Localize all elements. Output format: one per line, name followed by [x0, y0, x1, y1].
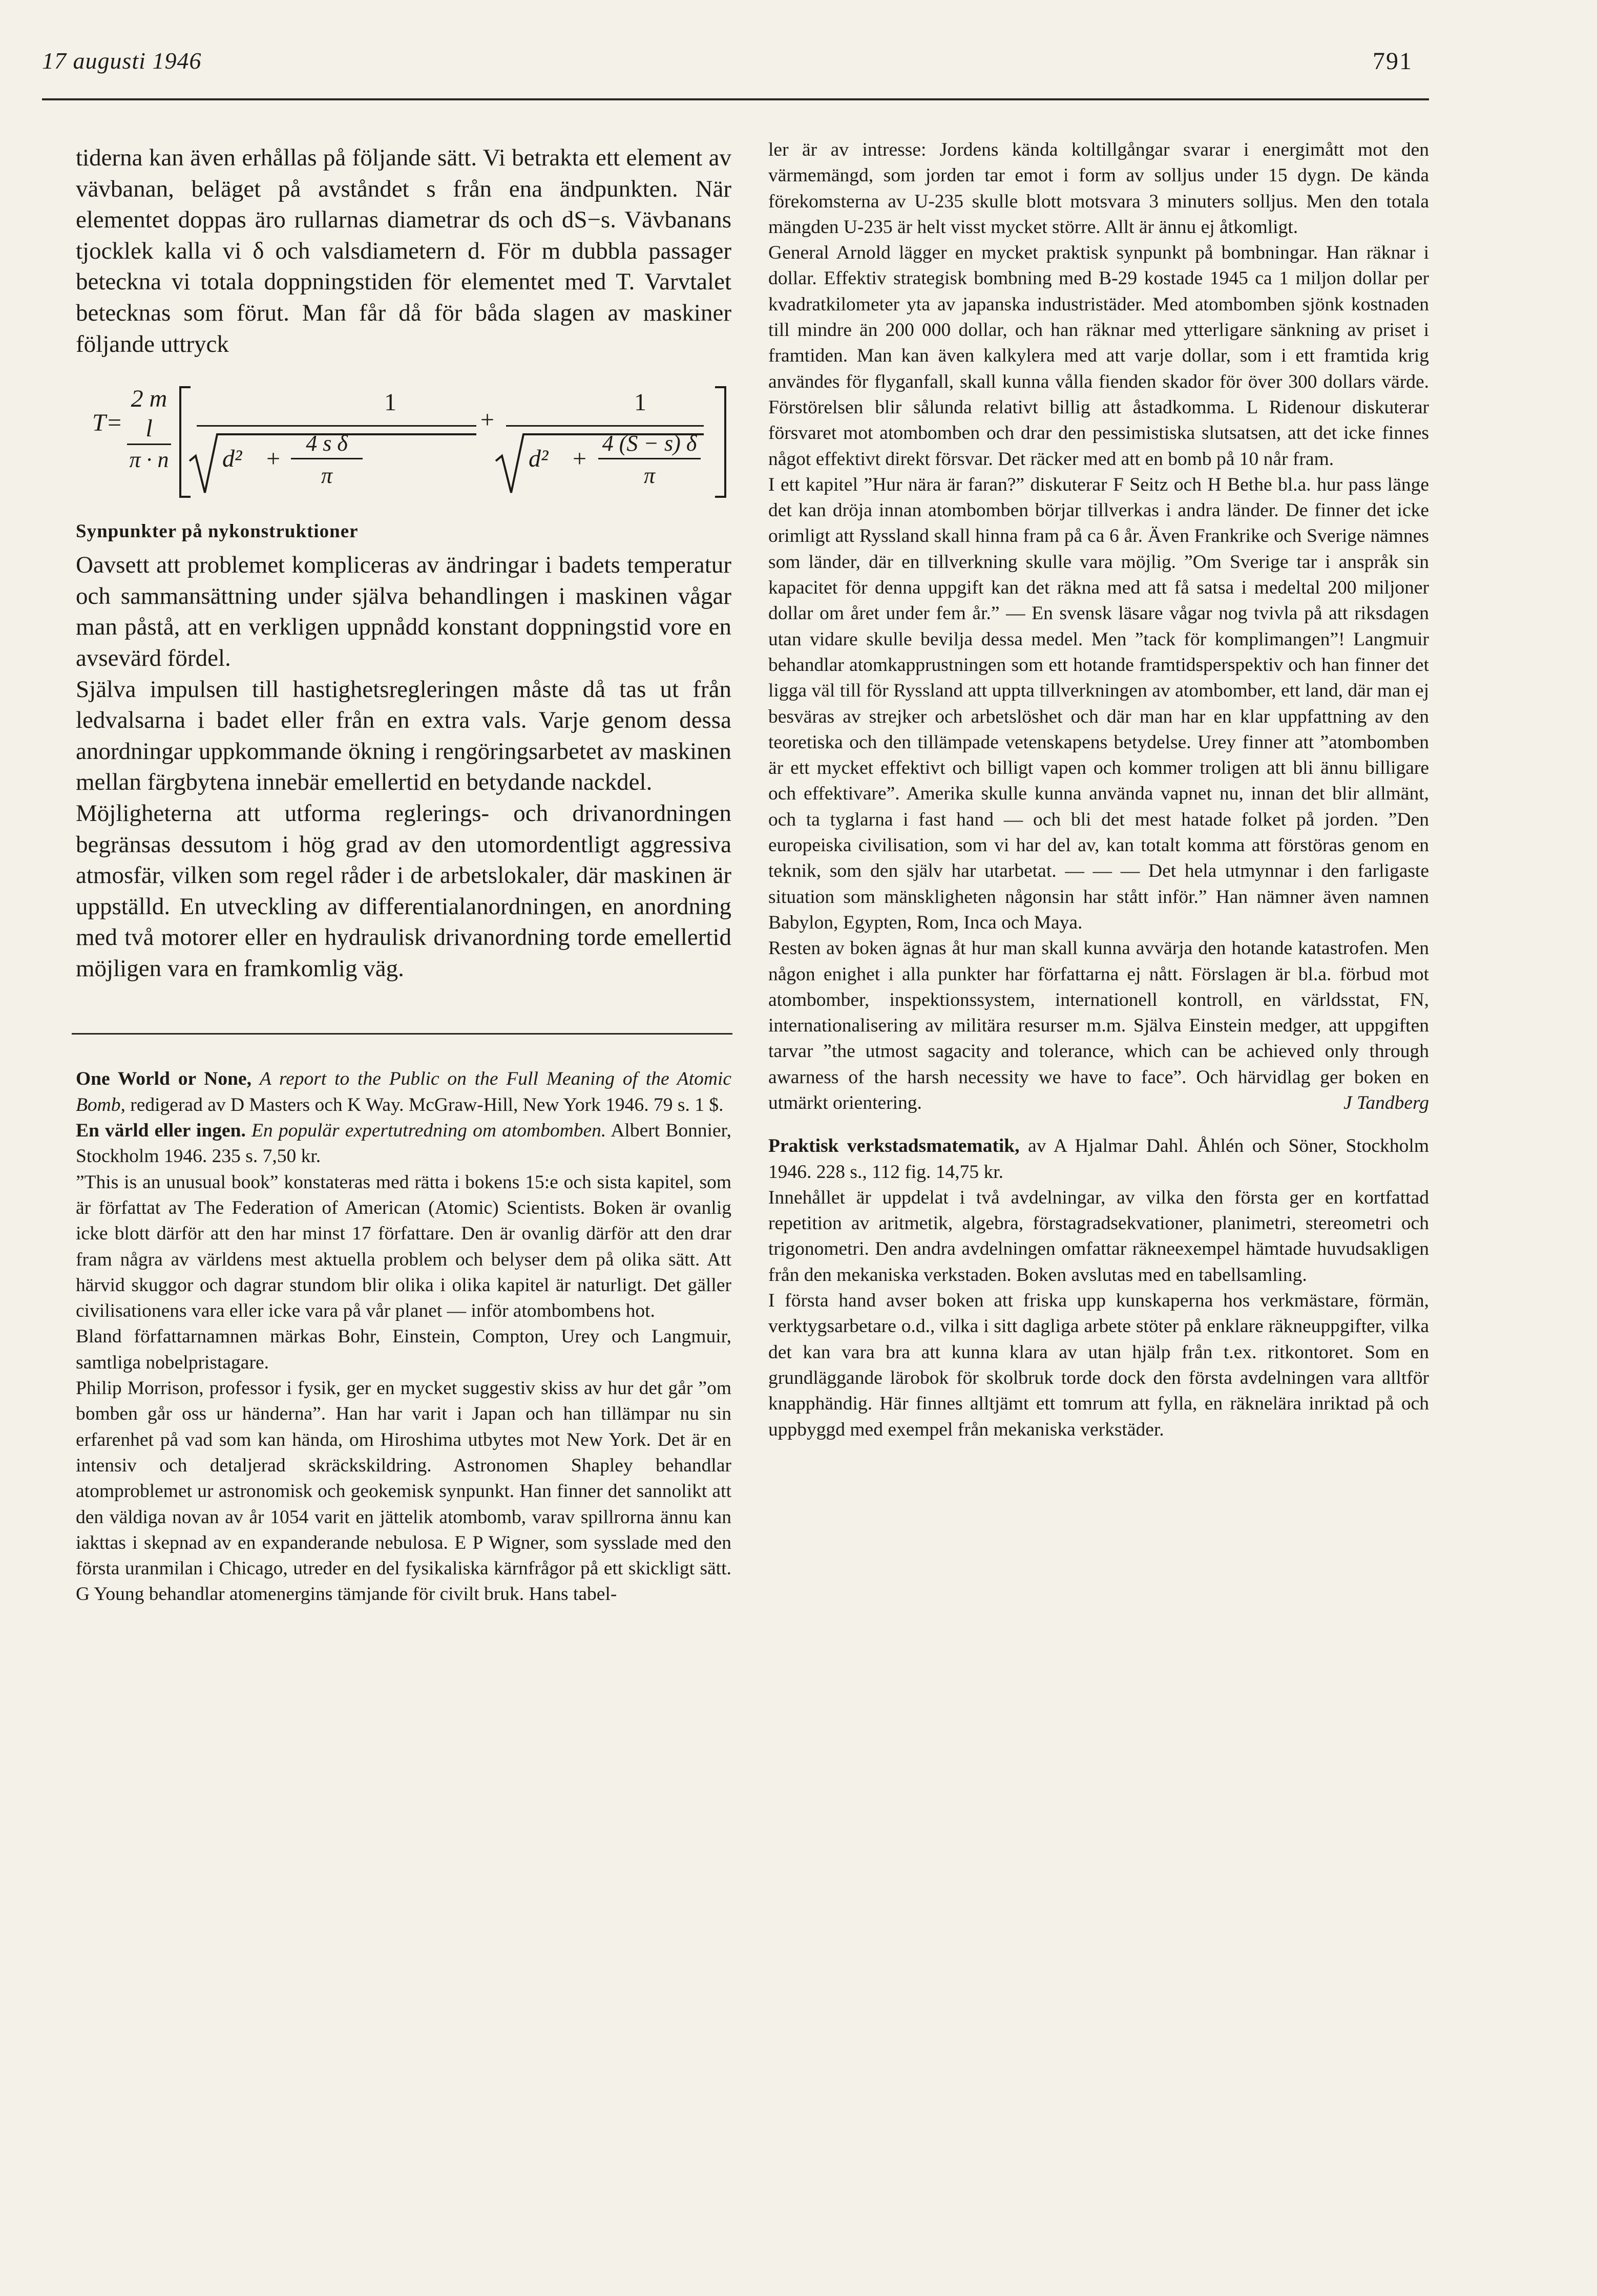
header-rule [42, 98, 1429, 100]
formula-numerator-one-a: 1 [384, 389, 396, 416]
section-paragraph: Själva impulsen till hastighetsregleringen måste då tas ut från ledvalsarna i badet eller från en extra vals. Varje genom dessa anordningar uppkommande ökning i rengöringsarbetet av maskinen mellan färgbytena innebär emellertid en betydande nackdel. [76, 676, 731, 796]
page-number: 791 [1373, 48, 1413, 75]
section-heading: Synpunkter på nykonstruktioner [76, 521, 359, 542]
book-review-verkstadsmatematik [768, 1133, 1429, 1443]
review-paragraph: ”This is an unusual book” konstateras med rätta i bokens 15:e och sista kapitel, som är författat av The Federation of American (Atomic) Scientists. Boken är ovanlig icke blott därför att den har minst 17 författare. Den är ovanlig därför att den drar fram några av världens mest aktuella problem och belyser dem på olika sätt. Att härvid skuggor och dagrar stundom blir olika i olika kapitel är naturligt. Det gäller civilisationens vara eller icke vara på vår planet — inför atombombens hot. [76, 1171, 731, 1322]
intro-text: tiderna kan även erhållas på följande sätt. Vi betrakta ett element av vävbanan, beläget på avståndet s från ena ändpunkten. När elementet doppas äro rullarnas diametrar ds och dS−s. Vävbanans tjocklek kalla vi δ och valsdiametern d. För m dubbla passager beteckna vi totala doppningstiden för elementet med T. Varvtalet betecknas som förut. Man får då för båda slagen av maskiner följande uttryck [76, 144, 731, 357]
review-subtitle: A report to the Public on the Full Meaning of the Atomic Bomb, [76, 1068, 732, 1115]
review-editors: redigerad av D Masters och K Way. McGraw-Hill, New York 1946. 79 s. 1 $. [130, 1094, 724, 1115]
review-paragraph: General Arnold lägger en mycket praktisk synpunkt på bombningar. Han räknar i dollar. Effektiv strategisk bombning med B-29 kostade 1945 ca 1 miljon dollar per kvadratkilometer yta av japanska industristäder. Med atombomben sjönk kostnaden till mindre än 200 000 dollar, och han räknar med ytterligare sänkning av priset i framtiden. Man kan även kalkylera med att varje dollar, som i ett framtida krig användes för flyganfall, skall kunna vålla fienden skador för över 300 dollars värde. Förstörelsen blir sålunda relativt billig att åstadkomma. L Ridenour diskuterar försvaret mot atombomben och drar den pessimistiska slutsatsen, att det icke finnes något effektivt direkt försvar. Det räcker med att en bomb på 10 når fram. [768, 242, 1429, 470]
review-bibliography [768, 1133, 1429, 1185]
intro-paragraph [76, 142, 731, 360]
review-subtitle-swedish: En populär expertutredning om atombomben. [251, 1120, 606, 1142]
formula-term-b [598, 429, 701, 492]
review-title-swedish: En värld eller ingen. [76, 1120, 246, 1142]
formula-d-squared-a: d² [222, 445, 242, 473]
formula-factor-numerator: 2 m l [127, 384, 171, 445]
section-body [76, 550, 731, 984]
issue-date: 17 augusti 1946 [42, 48, 202, 74]
section-paragraph: Möjligheterna att utforma reglerings- och drivanordningen begränsas dessutom i hög grad av den utomordentligt aggressiva atmosfär, vilken som regel råder i de arbetslokaler, där maskinen är uppställd. En utveckling av differentialanordningen, en anordning med två motorer eller en hydraulisk drivanordning torde emellertid möjligen vara en framkomlig väg. [76, 799, 731, 982]
review-paragraph [768, 936, 1429, 1116]
formula-lhs: T [92, 409, 106, 437]
doppingstime-formula [76, 384, 731, 502]
review-publisher-swedish: Albert Bonnier, Stockholm 1946. 235 s. 7,50 kr. [76, 1120, 732, 1167]
formula-term-b-numerator: 4 (S − s) δ [598, 429, 701, 459]
review-paragraph-text: Resten av boken ägnas åt hur man skall kunna avvärja den hotande katastrofen. Men någon enighet i alla punkter har författarna ej nått. Förslagen är bl.a. förbud mot atombomber, inspektionssystem, internationell kontroll, en världsstat, FN, internationalisering av militära resurser m.m. Själva Einstein medger, att uppgiften tarvar ”the utmost sagacity and tolerance, which can be achieved only through awarness of the harsh necessity we have to face”. Och härvidlag ger boken en utmärkt orientering. [768, 938, 1429, 1113]
review-paragraph: Bland författarnamnen märkas Bohr, Einstein, Compton, Urey och Langmuir, samtliga nobelpristagare. [76, 1326, 731, 1373]
review-bibliography [76, 1066, 731, 1118]
book-review-continued [768, 137, 1429, 1116]
section-paragraph: Oavsett att problemet kompliceras av ändringar i badets temperatur och sammansättning under själva behandlingen i maskinen vågar man påstå, att en verkligen uppnådd konstant doppningstid vore en avsevärd fördel. [76, 552, 731, 671]
formula-plus: + [480, 406, 495, 434]
review-author-line: av A Hjalmar Dahl. Åhlén och Söner, Stockholm 1946. 228 s., 112 fig. 14,75 kr. [768, 1135, 1429, 1183]
review-paragraph: Philip Morrison, professor i fysik, ger en mycket suggestiv skiss av hur det går ”om bomben går oss ur händerna”. Han har varit i Japan och han tillämpar nu sin erfarenhet på vad som kan hända, om Hiroshima utbytes mot New York. Det är en intensiv och detaljerad skräckskildring. Astronomen Shapley behandlar atomproblemet ur astronomisk och geokemisk synpunkt. Han finner det sannolikt att den väldiga novan av år 1054 varit en jättelik atombomb, varav spillrorna ännu kan iakttas i skepnad av en expanderande nebulosa. E P Wigner, som sysslade med den första uranmilan i Chicago, utreder en del fysikaliska kärnfrågor på ett skickligt sätt. G Young behandlar atomenergins tämjande för civilt bruk. Hans tabel- [76, 1378, 731, 1605]
review-title: Praktisk verkstadsmatematik, [768, 1135, 1020, 1157]
review-paragraph: I första hand avser boken att friska upp kunskaperna hos verkmästare, förmän, verktygsarbetare o.d., vilka i sitt dagliga arbete stöter på enklare räkneuppgifter, vilka det kan vara bra att kunna klara av utan hjälp från t.ex. ritkontoret. Som en grundläggande lärobok för skolbruk torde dock den första avdelningen vara alltför knapphändig. Här finnes alltjämt ett tomrum att fylla, en räknelära inriktad på och uppbyggd med exempel från mekaniska verkstäder. [768, 1290, 1429, 1440]
section-divider [72, 1033, 732, 1035]
formula-numerator-one-b: 1 [634, 389, 646, 416]
review-paragraph: ler är av intresse: Jordens kända koltillgångar svarar i energimått mot den värmemängd, som jorden tar emot i form av solljus under 15 dygn. De kända förekomsterna av U-235 skulle blott motsvara 3 minuters solljus. Men den totala mängden U-235 är helt visst mycket större. Allt är ännu ej åtkomligt. [768, 139, 1429, 238]
review-bibliography-swedish [76, 1118, 731, 1170]
formula-term-a-numerator: 4 s δ [291, 429, 363, 459]
formula-inner-plus-b: + [573, 445, 587, 473]
review-signature: J Tandberg [1343, 1092, 1429, 1113]
formula-inner-plus-a: + [266, 445, 281, 473]
right-column [768, 137, 1429, 1443]
formula-term-a [291, 429, 363, 492]
formula-term-b-denominator: π [643, 463, 656, 489]
review-title: One World or None, [76, 1068, 251, 1090]
left-column [76, 142, 731, 1608]
formula-equals: = [108, 409, 122, 437]
review-paragraph: Innehållet är uppdelat i två avdelningar, av vilka den första ger en kortfattad repetition av aritmetik, algebra, förstagradsekvationer, planimetri, stereometri och trigonometri. Den andra avdelningen omfattar räkneexempel hämtade huvudsakligen från den mekaniska verkstaden. Boken avslutas med en tabellsamling. [768, 1187, 1429, 1286]
formula-d-squared-b: d² [529, 445, 549, 473]
review-paragraph: I ett kapitel ”Hur nära är faran?” diskuterar F Seitz och H Bethe bl.a. hur pass länge det kan dröja innan atombomben börjar tillverkas i andra länder. De finner det icke orimligt att Ryssland skall hinna fram på ca 6 år. Även Frankrike och Sverige nämnes som länder, där en tillverkning skulle vara möjlig. ”Om Sverige tar i anspråk sin kapacitet för denna uppgift kan det räkna med att få satsa i medeltal 200 miljoner dollar om året under fem år.” — En svensk läsare vågar nog tvivla på att riksdagen utan vidare skulle bevilja dessa medel. Men ”tack för komplimangen”! Langmuir behandlar atomkapprustningen som ett hotande framtidsperspektiv och han finner det ligga väl till för Ryssland att uppta tillverkningen av atombomber, ett land, där man ej besväras av strejker och arbetslöshet och där man har en klar uppfattning av den teoretiska och den tillämpade vetenskapens betydelse. Urey finner att ”atombomben är ett mycket effektivt och billigt vapen och kommer troligen att bli ännu billigare och effektivare”. Amerika skulle kunna använda vapnet nu, innan det blir allmänt, och ta tyglarna i fast hand — och bli det mest hatade folket på jorden. ”Den europeiska civilisation, som vi har del av, kan totalt komma att förstöras genom en teknik, som den själv har utarbetat. — — — Det hela utmynnar i den farligaste situation som mänskligheten någonsin har stått inför.” Han nämner även namnen Babylon, Egypten, Rom, Inca och Maya. [768, 474, 1429, 933]
formula-term-a-denominator: π [321, 463, 333, 489]
book-review-one-world [76, 1066, 731, 1607]
formula-factor-denominator: π · n [129, 447, 169, 473]
formula-bracket-right [715, 386, 726, 498]
